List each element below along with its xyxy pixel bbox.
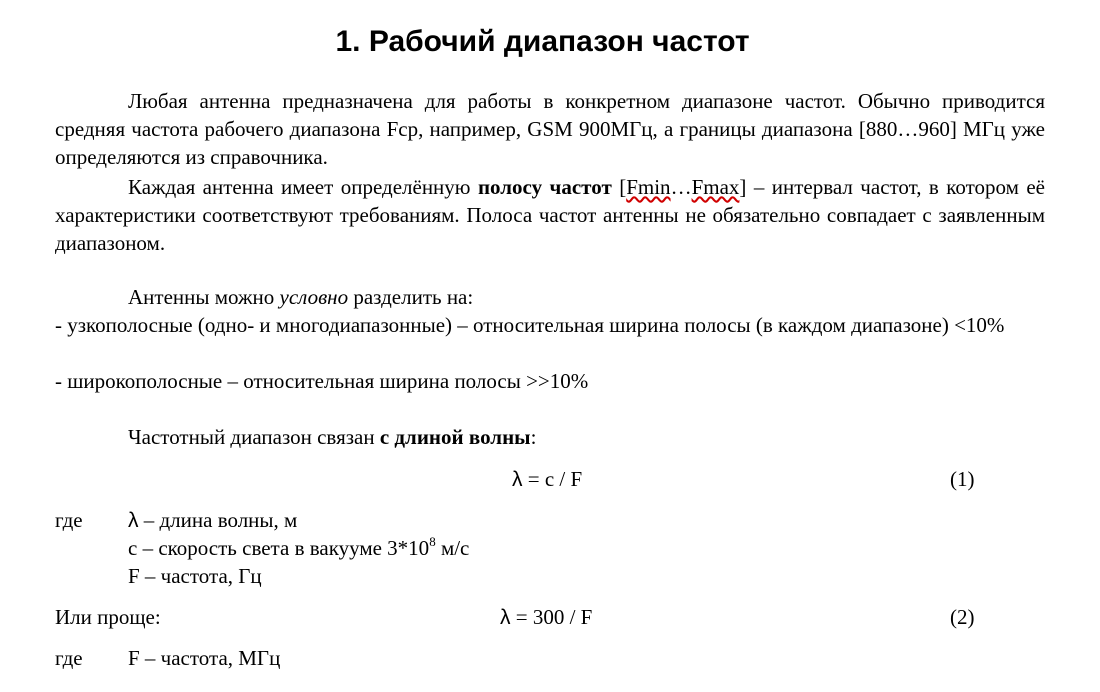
simpler-label: Или проще: (55, 605, 161, 629)
where-label-1: где (55, 508, 83, 532)
paragraph-bandwidth (55, 173, 1045, 257)
formula-1-expression: = c / F (522, 467, 583, 491)
fmin-term: Fmin (626, 175, 671, 199)
equation-number-2: (2) (950, 605, 975, 629)
bandwidth-term: полосу частот (477, 175, 612, 199)
formula-1 (512, 465, 582, 494)
lambda-symbol: λ (512, 468, 523, 491)
classification-intro: Антенны можно (128, 285, 280, 309)
definition-c-unit: м/с (435, 536, 470, 560)
wavelength-colon: : (530, 425, 537, 449)
lambda-symbol: λ (500, 606, 511, 629)
conditionally-term: условно (279, 285, 349, 309)
ellipsis: … (670, 175, 692, 199)
classification-rest: разделить на: (348, 285, 474, 309)
definition-f: F – частота, Гц (128, 564, 262, 588)
paragraph-frequency-range: Любая антенна предназначена для работы в конкретном диапазоне частот. Обычно приводится средняя частота рабочего диапазона Fср, например, GSM 900МГц, а границы диапазона [880…960] МГц уже определяются из справочника. (55, 89, 1045, 169)
paragraph-bandwidth-intro: Каждая антенна имеет определённую (128, 175, 478, 199)
page-title: 1. Рабочий диапазон частот (335, 25, 750, 58)
definition-lambda (128, 506, 297, 535)
lambda-symbol: λ (128, 509, 139, 532)
where-label-2: где (55, 646, 83, 670)
formula-2 (500, 603, 592, 632)
wavelength-intro: Частотный диапазон связан (128, 425, 380, 449)
definition-c-text: c – скорость света в вакууме 3*10 (128, 536, 430, 560)
list-item-wideband: - широкополосные – относительная ширина полосы >>10% (55, 369, 589, 393)
definition-lambda-text: – длина волны, м (138, 508, 298, 532)
paragraph-bandwidth-rest: ] – интервал частот, в котором её характеристики соответствуют требованиям. Полоса частот антенны не обязательно совпадает с заявленным диапазоном. (55, 175, 1045, 255)
list-item-narrowband: - узкополосные (одно- и многодиапазонные) – относительная ширина полосы (в каждом диапазоне) <10% (55, 313, 1005, 337)
wavelength-term: с длиной волны (379, 425, 531, 449)
formula-2-expression: = 300 / F (510, 605, 593, 629)
definition-c (128, 534, 469, 562)
equation-number-1: (1) (950, 467, 975, 491)
fmax-term: Fmax (691, 175, 740, 199)
definition-f-mhz: F – частота, МГц (128, 646, 281, 670)
bracket-open: [ (611, 175, 627, 199)
paragraph-classification (128, 283, 473, 311)
paragraph-wavelength (128, 423, 536, 451)
exponent: 8 (429, 534, 436, 549)
